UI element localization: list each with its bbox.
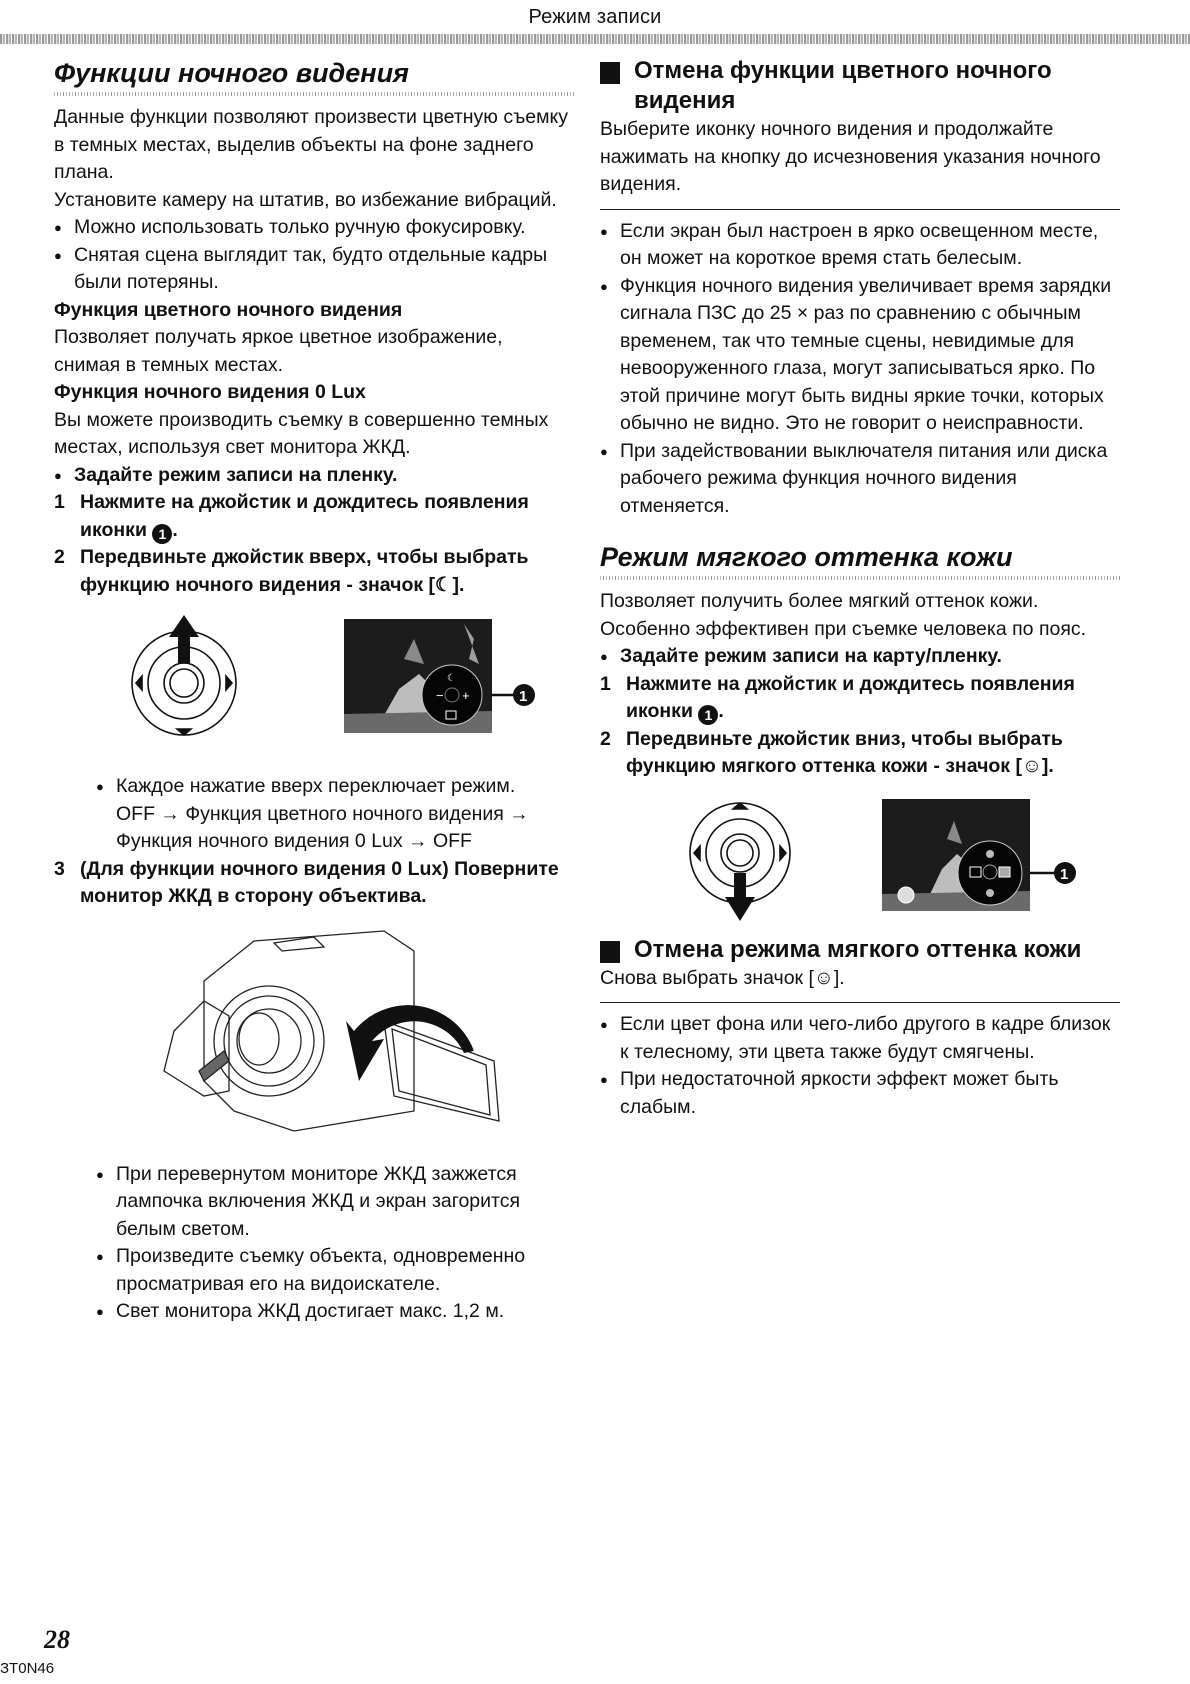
color-night-title: Функция цветного ночного видения — [54, 298, 403, 321]
note-viewfinder: ● Произведите съемку объекта, одновременно просматривая его на видоискателе. — [96, 1243, 574, 1298]
note-ccd-charge: ● Функция ночного видения увеличивает время зарядки сигнала ПЗС до 25 × раз по сравнению с обычным временем, так что темные сцены, невидимые для невооруженного глаза, могут записываться ярко. По этой причине могут быть видны яркие точки, которых обычно не видно. Это не говорит о неисправности. — [600, 273, 1120, 438]
document-code: ЗT0N46 — [0, 1660, 55, 1677]
svg-text:−: − — [436, 688, 444, 703]
svg-text:☾: ☾ — [447, 673, 456, 684]
svg-text:1: 1 — [1060, 865, 1069, 883]
joystick-up-illustration — [54, 613, 574, 763]
cancel-skin-text: Снова выбрать значок [☺]. — [600, 966, 845, 989]
header-band — [0, 34, 1190, 44]
joystick-down-illustration — [600, 795, 1120, 930]
callout-1-icon: 1 — [698, 705, 718, 725]
bullet-manual-focus: ● Можно использовать только ручную фокусировку. — [54, 214, 574, 242]
intro-paragraph: Данные функции позволяют произвести цветную съемку в темных местах, выделив объекты на фоне заднего плана. — [54, 106, 569, 183]
note-lcd-range: ● Свет монитора ЖКД достигает макс. 1,2 м. — [96, 1298, 574, 1326]
skin-step-2: 2 Передвиньте джойстик вниз, чтобы выбрать функцию мягкого оттенка кожи - значок [☺]. — [600, 727, 1063, 777]
cancel-night-heading: Отмена функции цветного ночного видения — [600, 56, 1120, 116]
bullet-each-press: ● Каждое нажатие вверх переключает режим. — [96, 773, 574, 801]
skin-intro: Позволяет получить более мягкий оттенок кожи. Особенно эффективен при съемке человека по пояс. — [600, 590, 1087, 640]
cancel-night-text: Выберите иконку ночного видения и продолжайте нажимать на кнопку до исчезновения указания ночного видения. — [600, 118, 1101, 195]
figure-joystick-down — [600, 795, 1120, 935]
note-power-switch: ● При задействовании выключателя питания или диска рабочего режима функция ночного видения отменяется. — [600, 438, 1120, 521]
note-lcd-lamp: ● При перевернутом мониторе ЖКД зажжется лампочка включения ЖКД и экран загорится белым светом. — [96, 1161, 574, 1244]
section-title-night-vision: Функции ночного видения — [54, 58, 409, 88]
setup-bullet-tape: ● Задайте режим записи на пленку. — [54, 462, 574, 490]
section-square-icon — [600, 941, 620, 963]
figure-joystick-up — [54, 613, 574, 773]
cancel-skin-heading: Отмена режима мягкого оттенка кожи — [600, 935, 1120, 965]
night-screen-thumbnail — [344, 619, 492, 733]
note-low-brightness: ● При недостаточной яркости эффект может быть слабым. — [600, 1066, 1120, 1121]
color-night-text: Позволяет получать яркое цветное изображение, снимая в темных местах. — [54, 326, 503, 376]
step-2: 2 Передвиньте джойстик вверх, чтобы выбрать функцию ночного видения - значок [☾]. — [54, 546, 529, 596]
lux-night-text: Вы можете производить съемку в совершенно темных местах, используя свет монитора ЖКД. — [54, 408, 549, 458]
divider — [600, 209, 1120, 210]
camcorder-illustration — [54, 921, 574, 1151]
left-column — [54, 56, 574, 1326]
section-title-soft-skin: Режим мягкого оттенка кожи — [600, 542, 1013, 572]
right-column — [600, 56, 1120, 1121]
callout-1-icon: 1 — [152, 524, 172, 544]
soft-skin-icon: ☺ — [1021, 755, 1042, 777]
page-header-title: Режим записи — [528, 6, 662, 28]
figure-camcorder-lcd-rotate — [54, 921, 574, 1161]
skin-screen-thumbnail — [882, 799, 1030, 911]
title-underline — [600, 576, 1120, 580]
svg-text:1: 1 — [519, 688, 528, 705]
lux-night-title: Функция ночного видения 0 Lux — [54, 381, 366, 403]
page-number: 28 — [44, 1625, 70, 1654]
mode-sequence: OFF → Функция цветного ночного видения → Функция ночного видения 0 Lux → OFF — [116, 802, 529, 852]
section-square-icon — [600, 62, 620, 84]
setup-bullet-card-tape: ● Задайте режим записи на карту/пленку. — [600, 643, 1120, 671]
svg-text:+: + — [462, 688, 470, 703]
bullet-lost-frames: ● Снятая сцена выглядит так, будто отдельные кадры были потеряны. — [54, 242, 574, 297]
night-mode-icon: ☾ — [435, 573, 453, 596]
step-3: 3 (Для функции ночного видения 0 Lux) Поверните монитор ЖКД в сторону объектива. — [54, 857, 559, 907]
title-underline — [54, 92, 574, 96]
soft-skin-icon: ☺ — [813, 966, 834, 989]
note-similar-colors: ● Если цвет фона или чего-либо другого в кадре близок к телесному, эти цвета также будут смягчены. — [600, 1011, 1120, 1066]
note-whitish-screen: ● Если экран был настроен в ярко освещенном месте, он может на короткое время стать белесым. — [600, 218, 1120, 273]
step-1: 1 Нажмите на джойстик и дождитесь появления иконки 1 . — [54, 491, 529, 542]
skin-step-1: 1 Нажмите на джойстик и дождитесь появления иконки 1 . — [600, 672, 1075, 723]
divider — [600, 1002, 1120, 1003]
tripod-paragraph: Установите камеру на штатив, во избежание вибраций. — [54, 188, 557, 211]
